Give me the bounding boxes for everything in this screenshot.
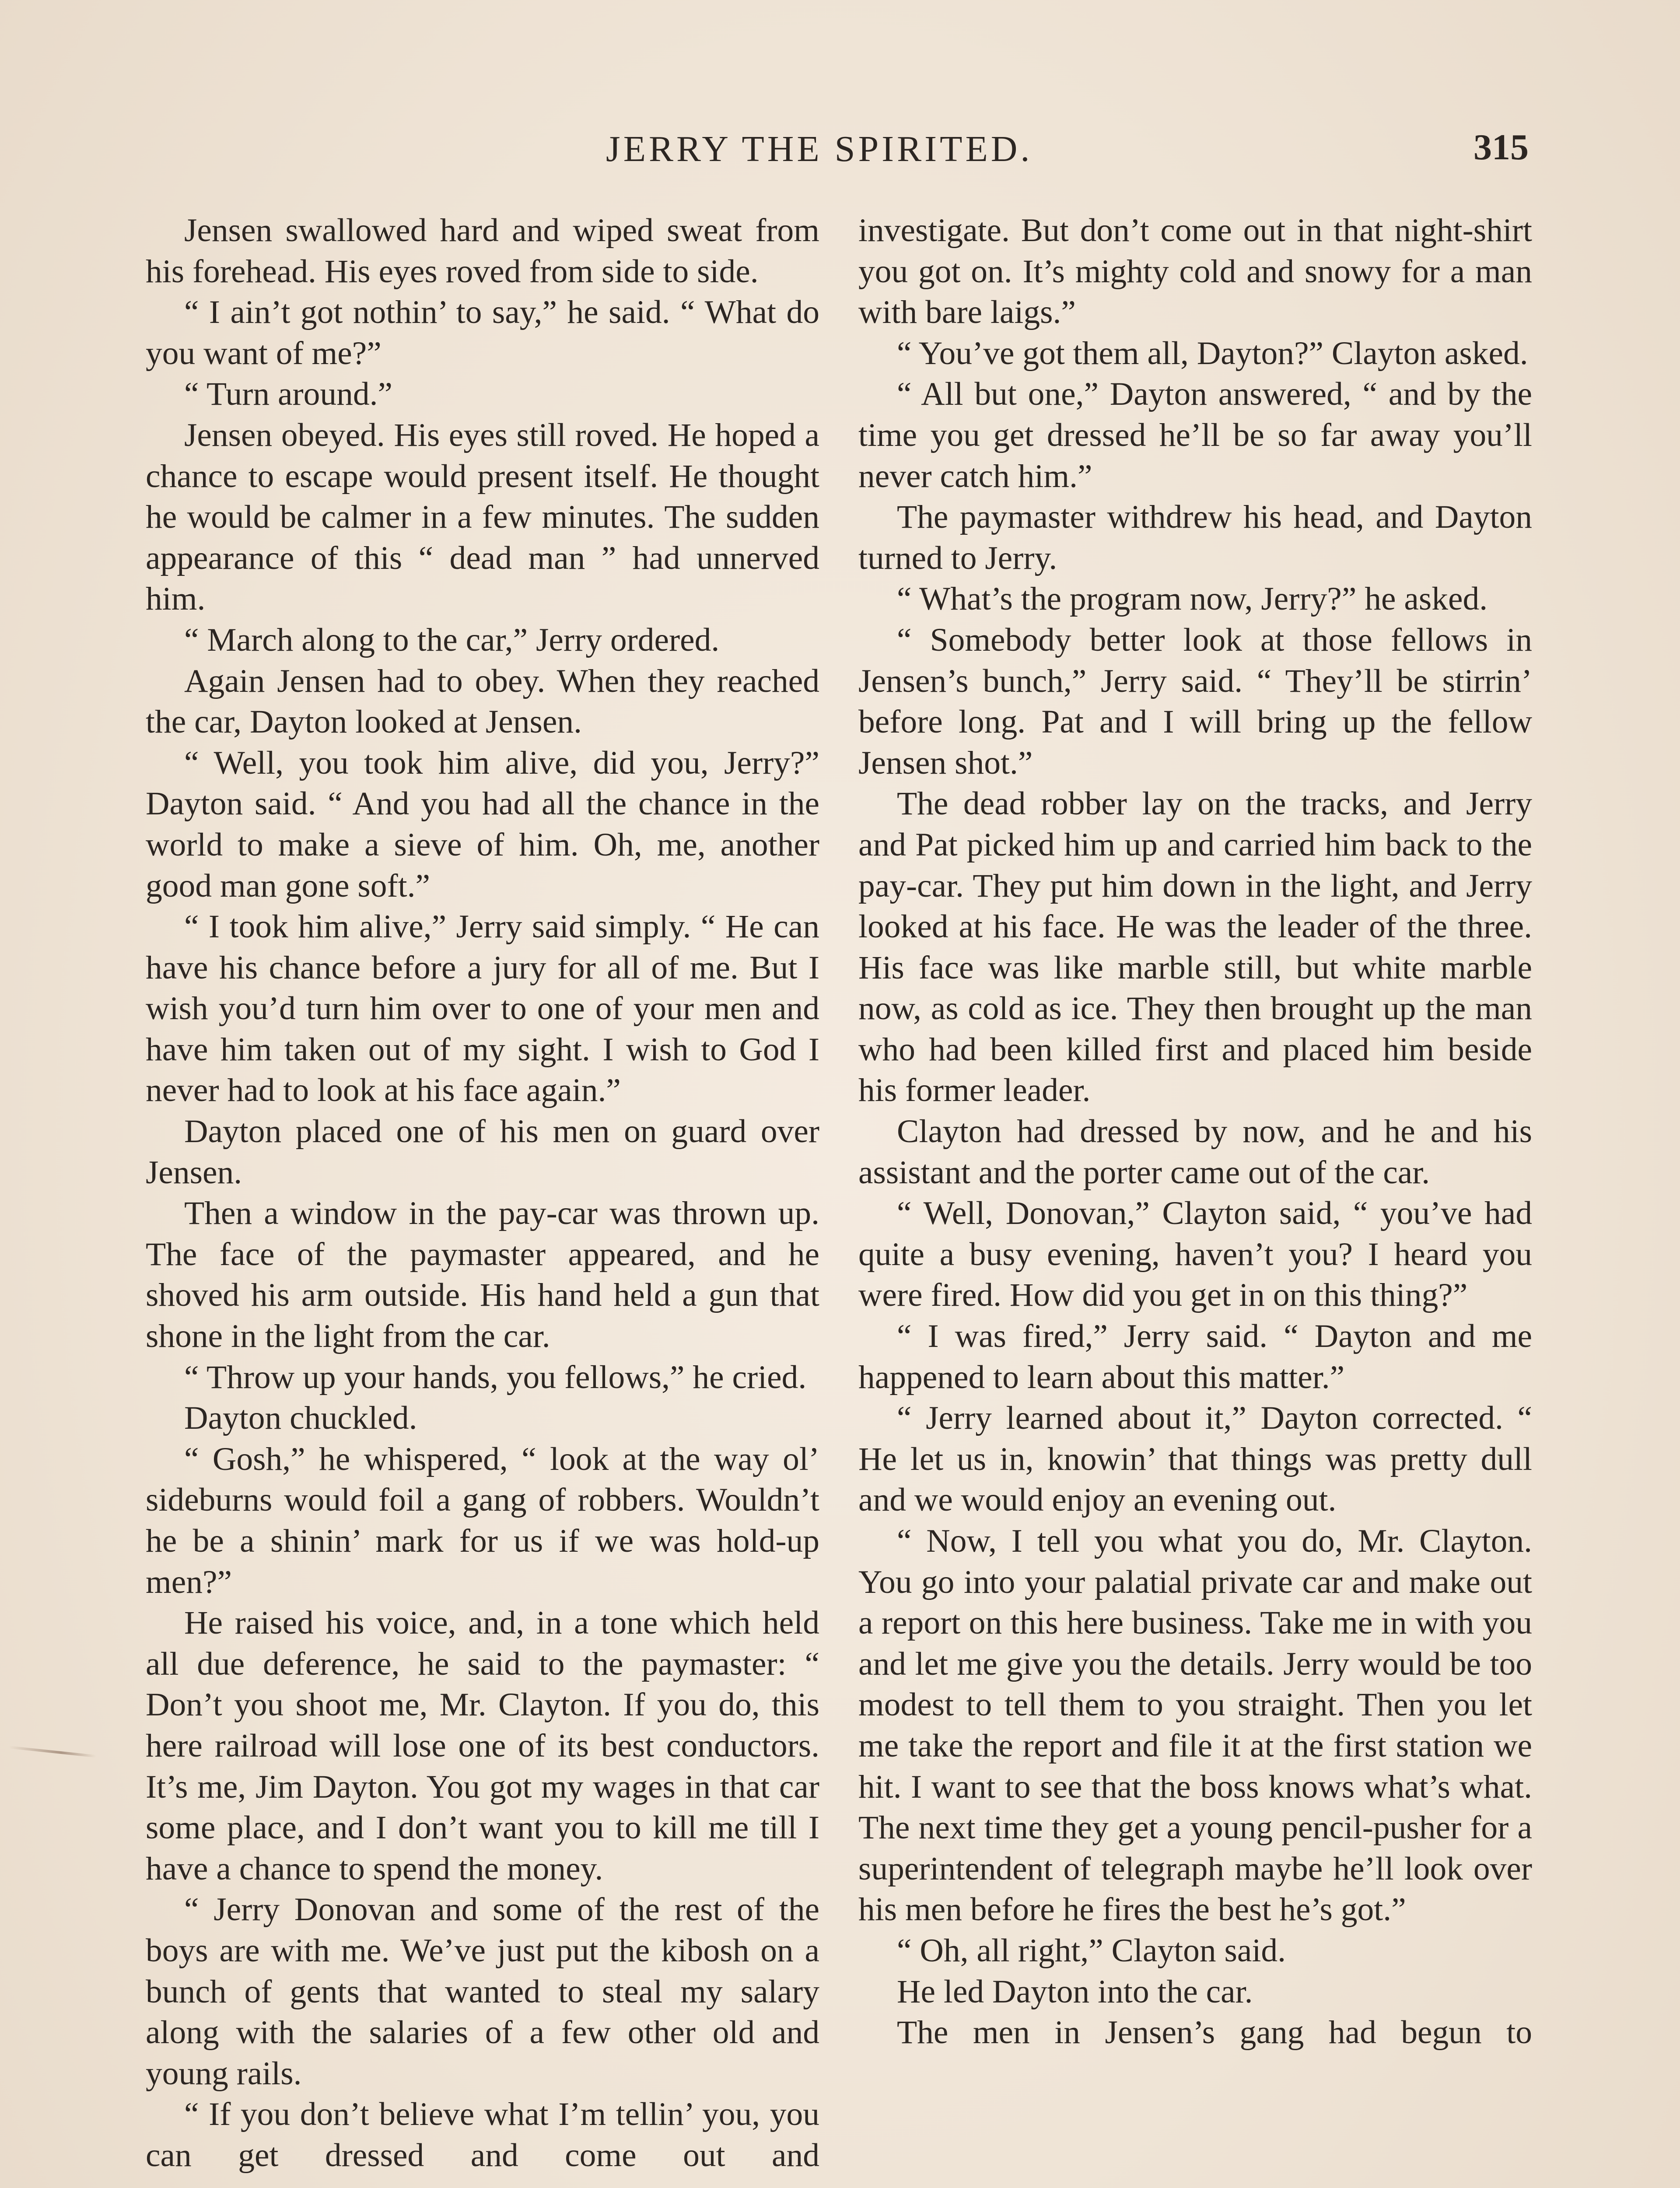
paragraph: Again Jensen had to obey. When they reached the car, Dayton looked at Jensen. bbox=[146, 663, 819, 740]
paragraph: “ I ain’t got nothin’ to say,” he said. “ What do you want of me?” bbox=[146, 294, 819, 372]
paragraph: “ Jerry learned about it,” Dayton corrected. “ He let us in, knowin’ that things was pretty dull and we would enjoy an evening out. bbox=[858, 1400, 1532, 1518]
running-title: JERRY THE SPIRITED. bbox=[606, 129, 1033, 169]
paragraph: “ I took him alive,” Jerry said simply. “ He can have his chance before a jury for all of me. But I wish you’d turn him over to one of your men and have him taken out of my sight. I wish to God I never had to look at his face again.” bbox=[146, 908, 819, 1109]
paragraph: He led Dayton into the car. bbox=[897, 1973, 1253, 2010]
paragraph: Then a window in the pay-car was thrown up. The face of the paymaster appeared, and he shoved his arm outside. His hand held a gun that shone in the light from the car. bbox=[146, 1195, 819, 1355]
paragraph: “ I was fired,” Jerry said. “ Dayton and me happened to learn about this matter.” bbox=[858, 1318, 1532, 1396]
paragraph: He raised his voice, and, in a tone which held all due deference, he said to the paymaster: “ Don’t you shoot me, Mr. Clayton. If you do, this here railroad will lose one of its best conductors. It’s me, Jim Dayton. You got my wages in that car some place, and I don’t want you to kill me till I have a chance to spend the money. bbox=[146, 1605, 819, 1887]
paragraph: Jensen obeyed. His eyes still roved. He hoped a chance to escape would present itself. He thought he would be calmer in a few minutes. The sudden appearance of this “ dead man ” had unnerved him. bbox=[146, 417, 819, 617]
paragraph: investigate. But don’t come out in that night-shirt you got on. It’s mighty cold and snowy for a man with bare laigs.” bbox=[858, 212, 1532, 331]
right-column bbox=[858, 210, 1532, 2053]
paragraph: “ What’s the program now, Jerry?” he asked. bbox=[897, 581, 1488, 617]
paragraph: The paymaster withdrew his head, and Dayton turned to Jerry. bbox=[858, 499, 1532, 576]
paragraph: The dead robber lay on the tracks, and Jerry and Pat picked him up and carried him back to the pay-car. They put him down in the light, and Jerry looked at his face. He was the leader of the three. His face was like marble still, but white marble now, as cold as ice. They then brought up the man who had been killed first and placed him beside his former leader. bbox=[858, 785, 1532, 1109]
page-number: 315 bbox=[1474, 127, 1529, 168]
margin-mark bbox=[9, 1746, 96, 1758]
paragraph: “ Oh, all right,” Clayton said. bbox=[897, 1932, 1286, 1969]
paragraph: Clayton had dressed by now, and he and his assistant and the porter came out of the car. bbox=[858, 1113, 1532, 1191]
paragraph: “ All but one,” Dayton answered, “ and by the time you get dressed he’ll be so far away you’ll never catch him.” bbox=[858, 376, 1532, 494]
paragraph: “ Jerry Donovan and some of the rest of the boys are with me. We’ve just put the kibosh on a bunch of gents that wanted to steal my salary along with the salaries of a few other old and young rails. bbox=[146, 1891, 819, 2092]
paragraph: Jensen swallowed hard and wiped sweat from his forehead. His eyes roved from side to side. bbox=[146, 212, 819, 290]
paragraph: The men in Jensen’s gang had begun to bbox=[897, 2014, 1532, 2051]
paragraph: “ Turn around.” bbox=[184, 376, 393, 413]
paragraph: Dayton placed one of his men on guard over Jensen. bbox=[146, 1113, 819, 1191]
left-column bbox=[146, 210, 819, 2176]
paragraph: Dayton chuckled. bbox=[184, 1400, 417, 1437]
paragraph: “ March along to the car,” Jerry ordered. bbox=[184, 621, 720, 658]
paragraph: “ If you don’t believe what I’m tellin’ you, you can get dressed and come out and bbox=[146, 2096, 819, 2174]
paragraph: “ Well, you took him alive, did you, Jerry?” Dayton said. “ And you had all the chance in the world to make a sieve of him. Oh, me, another good man gone soft.” bbox=[146, 744, 819, 904]
paragraph: “ Gosh,” he whispered, “ look at the way ol’ sideburns would foil a gang of robbers. Wouldn’t he be a shinin’ mark for us if we was hold-up men?” bbox=[146, 1441, 819, 1600]
paragraph: “ You’ve got them all, Dayton?” Clayton asked. bbox=[897, 335, 1528, 372]
paragraph: “ Somebody better look at those fellows in Jensen’s bunch,” Jerry said. “ They’ll be stirrin’ before long. Pat and I will bring up the fellow Jensen shot.” bbox=[858, 621, 1532, 781]
paragraph: “ Throw up your hands, you fellows,” he cried. bbox=[184, 1359, 807, 1396]
paragraph: “ Now, I tell you what you do, Mr. Clayton. You go into your palatial private car and make out a report on this here business. Take me in with you and let me give you the details. Jerry would be too modest to tell them to you straight. Then you let me take the report and file it at the first station we hit. I want to see that the boss knows what’s what. The next time they get a young pencil-pusher for a superintendent of telegraph maybe he’ll look over his men before he fires the best he’s got.” bbox=[858, 1523, 1532, 1928]
paragraph: “ Well, Donovan,” Clayton said, “ you’ve had quite a busy evening, haven’t you? I heard you were fired. How did you get in on this thing?” bbox=[858, 1195, 1532, 1314]
